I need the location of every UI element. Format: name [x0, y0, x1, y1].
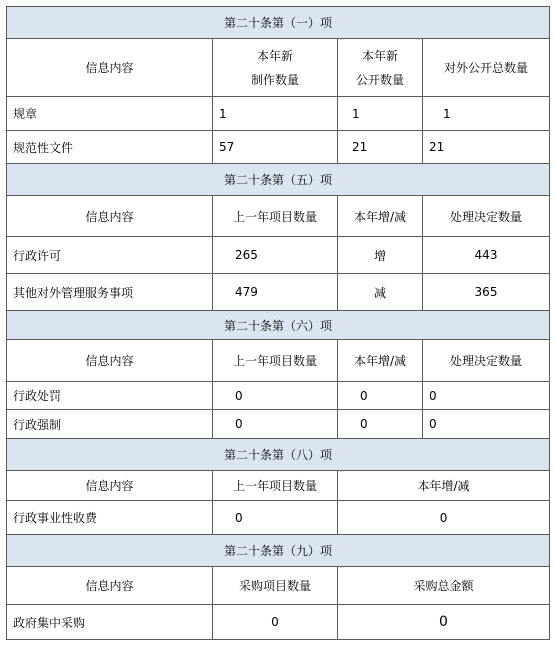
row-label: 其他对外管理服务事项 — [7, 274, 213, 311]
table-cell: 0 — [338, 605, 550, 640]
table-cell: 减 — [338, 274, 423, 311]
table-row — [7, 237, 550, 274]
column-header-row — [7, 471, 550, 501]
section-header — [7, 311, 550, 340]
section-header — [7, 535, 550, 567]
table-cell: 0 — [213, 501, 338, 535]
column-header: 本年增/减 — [338, 196, 423, 237]
column-header: 本年增/减 — [338, 340, 423, 382]
section-header — [7, 164, 550, 196]
table-row — [7, 131, 550, 164]
disclosure-table — [6, 6, 550, 640]
section-title: 第二十条第（九）项 — [7, 535, 550, 567]
table-cell: 21 — [423, 131, 550, 164]
column-header: 信息内容 — [7, 471, 213, 501]
column-header: 本年新 制作数量 — [213, 39, 338, 97]
table-cell: 479 — [213, 274, 338, 311]
column-header: 信息内容 — [7, 39, 213, 97]
column-header: 上一年项目数量 — [213, 340, 338, 382]
table-cell: 21 — [338, 131, 423, 164]
table-cell: 1 — [213, 97, 338, 131]
table-row — [7, 274, 550, 311]
table-cell: 0 — [213, 410, 338, 439]
row-label: 规章 — [7, 97, 213, 131]
table-cell: 443 — [423, 237, 550, 274]
table-cell: 0 — [338, 501, 550, 535]
column-header-row — [7, 39, 550, 97]
table-cell: 365 — [423, 274, 550, 311]
column-header: 上一年项目数量 — [213, 196, 338, 237]
table-row — [7, 97, 550, 131]
table-row — [7, 410, 550, 439]
column-header: 信息内容 — [7, 567, 213, 605]
table-cell: 1 — [423, 97, 550, 131]
row-label: 规范性文件 — [7, 131, 213, 164]
column-header-row — [7, 196, 550, 237]
column-header: 采购总金额 — [338, 567, 550, 605]
column-header: 采购项目数量 — [213, 567, 338, 605]
column-header: 处理决定数量 — [423, 340, 550, 382]
table-row — [7, 605, 550, 640]
table-cell: 0 — [338, 382, 423, 410]
table-cell: 增 — [338, 237, 423, 274]
column-header: 信息内容 — [7, 196, 213, 237]
row-label: 行政处罚 — [7, 382, 213, 410]
column-header: 本年增/减 — [338, 471, 550, 501]
section-title: 第二十条第（五）项 — [7, 164, 550, 196]
table-cell: 0 — [213, 605, 338, 640]
column-header: 信息内容 — [7, 340, 213, 382]
table-cell: 1 — [338, 97, 423, 131]
table-row — [7, 501, 550, 535]
table-row — [7, 382, 550, 410]
column-header-row — [7, 567, 550, 605]
section-title: 第二十条第（一）项 — [7, 7, 550, 39]
section-title: 第二十条第（八）项 — [7, 439, 550, 471]
table-cell: 265 — [213, 237, 338, 274]
row-label: 行政事业性收费 — [7, 501, 213, 535]
row-label: 政府集中采购 — [7, 605, 213, 640]
table-cell: 0 — [423, 410, 550, 439]
row-label: 行政许可 — [7, 237, 213, 274]
column-header: 上一年项目数量 — [213, 471, 338, 501]
column-header-row — [7, 340, 550, 382]
section-header — [7, 439, 550, 471]
column-header: 本年新 公开数量 — [338, 39, 423, 97]
row-label: 行政强制 — [7, 410, 213, 439]
section-title: 第二十条第（六）项 — [7, 311, 550, 340]
table-cell: 57 — [213, 131, 338, 164]
table-cell: 0 — [338, 410, 423, 439]
column-header: 对外公开总数量 — [423, 39, 550, 97]
section-header — [7, 7, 550, 39]
column-header: 处理决定数量 — [423, 196, 550, 237]
table-cell: 0 — [213, 382, 338, 410]
table-cell: 0 — [423, 382, 550, 410]
